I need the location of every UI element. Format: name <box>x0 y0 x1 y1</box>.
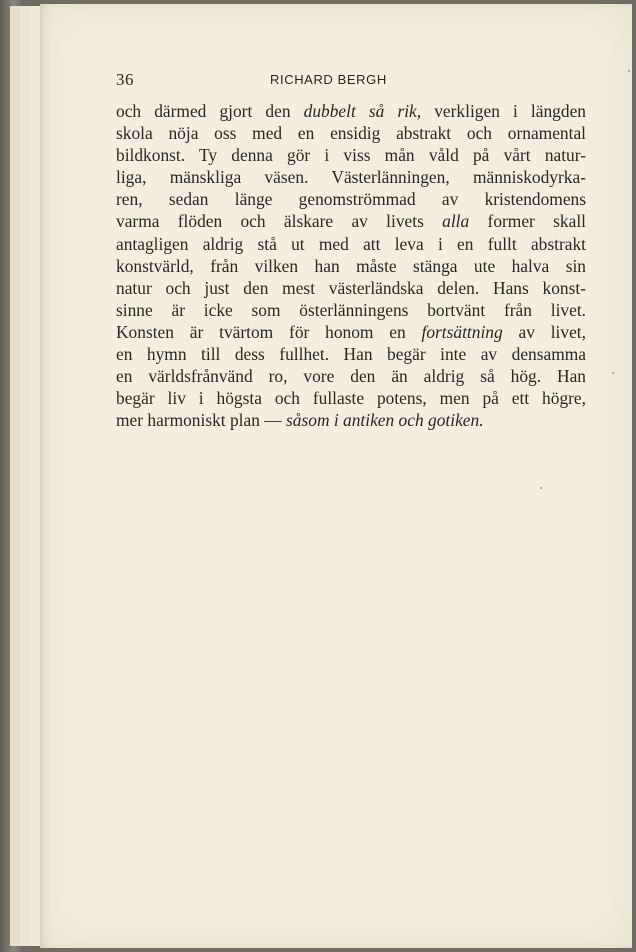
text-line: sinne är icke som österlänningens bortvänt från livet. <box>116 299 586 320</box>
text-line: antagligen aldrig stå ut med att leva i en fullt abstrakt <box>116 233 586 254</box>
text-line: ren, sedan länge genomströmmad av kristendomens <box>116 189 586 210</box>
paper-speck <box>540 487 542 489</box>
text-span: av livet, <box>502 321 586 342</box>
text-line <box>116 100 586 122</box>
text-span: Konsten är tvärtom för honom en <box>116 321 422 342</box>
text-line: bildkonst. Ty denna gör i viss mån våld på vårt natur- <box>116 145 586 166</box>
paper-speck <box>612 372 614 374</box>
text-span: mer harmoniskt plan — <box>116 410 287 431</box>
italic-emphasis: fortsättning <box>421 321 503 342</box>
text-line: en hymn till dess fullhet. Han begär inte av densamma <box>116 344 586 365</box>
text-line: liga, mänskliga väsen. Västerlänningen, människodyrka- <box>116 167 586 188</box>
text-span: och därmed gjort den <box>116 101 304 121</box>
text-line: skola nöja oss med en ensidig abstrakt och ornamental <box>116 123 586 144</box>
text-line: konstvärld, från vilken han måste stänga ute halva sin <box>116 255 586 276</box>
text-line: natur och just den mest västerländska delen. Hans konst- <box>116 277 586 298</box>
text-span: former skall <box>469 211 586 232</box>
page-number: 36 <box>116 70 134 89</box>
text-line <box>116 409 586 431</box>
page-header <box>116 70 586 94</box>
text-span: varma flöden och älskare av livets <box>116 211 443 232</box>
body-paragraph <box>116 100 586 431</box>
italic-emphasis: dubbelt så rik, <box>303 101 422 121</box>
text-line: en världsfrånvänd ro, vore den än aldrig så hög. Han <box>116 366 586 387</box>
text-line <box>116 210 586 232</box>
text-span: verkligen i längden <box>421 101 586 121</box>
italic-emphasis: såsom i antiken och gotiken. <box>286 410 484 431</box>
text-line <box>116 321 586 343</box>
italic-emphasis: alla <box>442 211 470 232</box>
running-head: RICHARD BERGH <box>270 72 387 87</box>
text-line: begär liv i högsta och fullaste potens, men på ett högre, <box>116 388 586 409</box>
paper-speck <box>628 70 630 72</box>
